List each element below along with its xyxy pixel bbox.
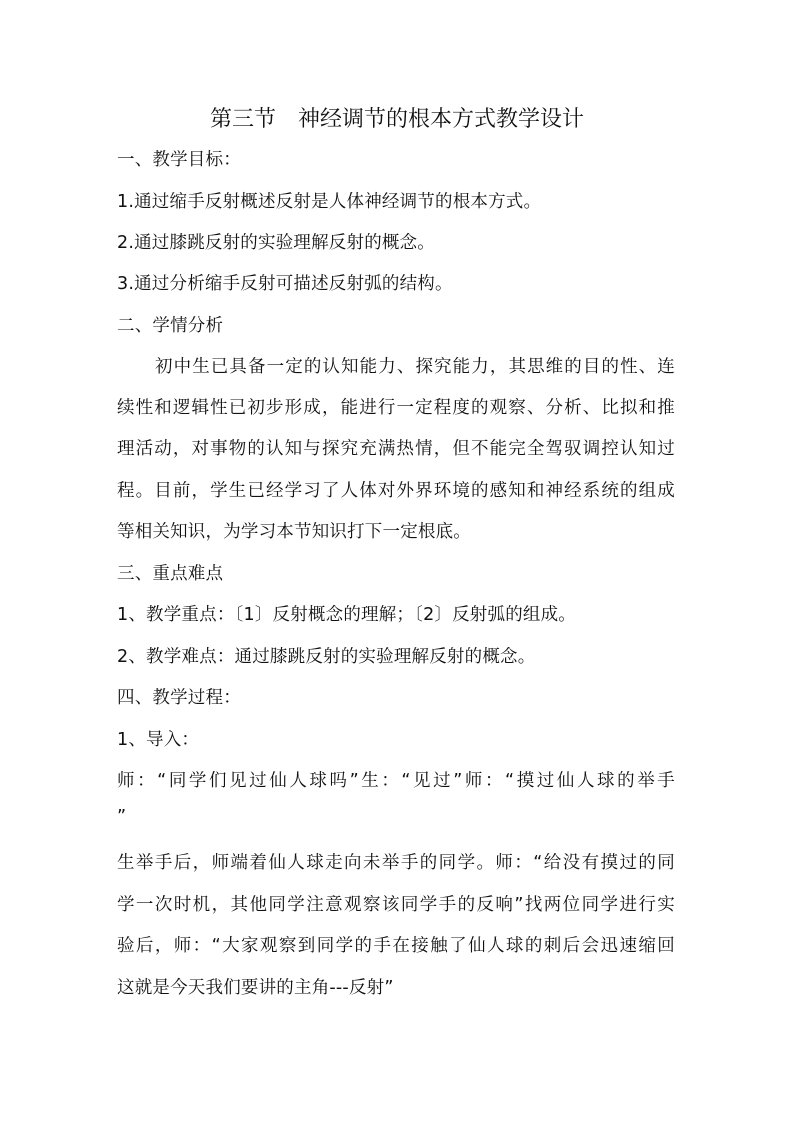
analysis-paragraph-line: 续性和逻辑性已初步形成，能进行一定程度的观察、分析、比拟和推: [117, 398, 675, 418]
objective-item: 3.通过分析缩手反射可描述反射弧的结构。: [117, 274, 453, 294]
objectives-heading: 一、教学目标：: [117, 150, 241, 170]
objective-item: 2.通过膝跳反射的实验理解反射的概念。: [117, 233, 435, 253]
process-heading: 四、教学过程：: [117, 688, 241, 708]
analysis-paragraph-line: 初中生已具备一定的认知能力、探究能力，其思维的目的性、连: [155, 357, 675, 377]
process-paragraph-line: 验后，师：“大家观察到同学的手在接触了仙人球的刺后会迅速缩回: [117, 936, 675, 956]
objective-item: 1.通过缩手反射概述反射是人体神经调节的根本方式。: [117, 192, 542, 212]
process-paragraph-line: 学一次时机，其他同学注意观察该同学手的反响”找两位同学进行实: [117, 895, 675, 915]
process-paragraph-line: ”: [117, 807, 127, 827]
process-paragraph-line: 师：“同学们见过仙人球吗”生：“见过”师：“摸过仙人球的举手: [117, 771, 675, 791]
analysis-heading: 二、学情分析: [117, 316, 224, 336]
analysis-paragraph-line: 程。目前，学生已经学习了人体对外界环境的感知和神经系统的组成: [117, 481, 675, 501]
keypoint-item: 2、教学难点：通过膝跳反射的实验理解反射的概念。: [117, 647, 536, 667]
process-paragraph-line: 这就是今天我们要讲的主角---反射”: [117, 978, 394, 998]
analysis-paragraph-line: 等相关知识，为学习本节知识打下一定根底。: [117, 522, 471, 542]
process-paragraph-line: 生举手后，师端着仙人球走向未举手的同学。师：“给没有摸过的同: [117, 853, 675, 873]
analysis-paragraph-line: 理活动，对事物的认知与探究充满热情，但不能完全驾驭调控认知过: [117, 439, 675, 459]
process-intro: 1、导入：: [117, 730, 200, 750]
keypoint-item: 1、教学重点：〔1〕反射概念的理解；〔2〕反射弧的组成。: [117, 605, 577, 625]
keypoints-heading: 三、重点难点: [117, 564, 224, 584]
document-title: 第三节 神经调节的根本方式教学设计: [209, 107, 584, 132]
